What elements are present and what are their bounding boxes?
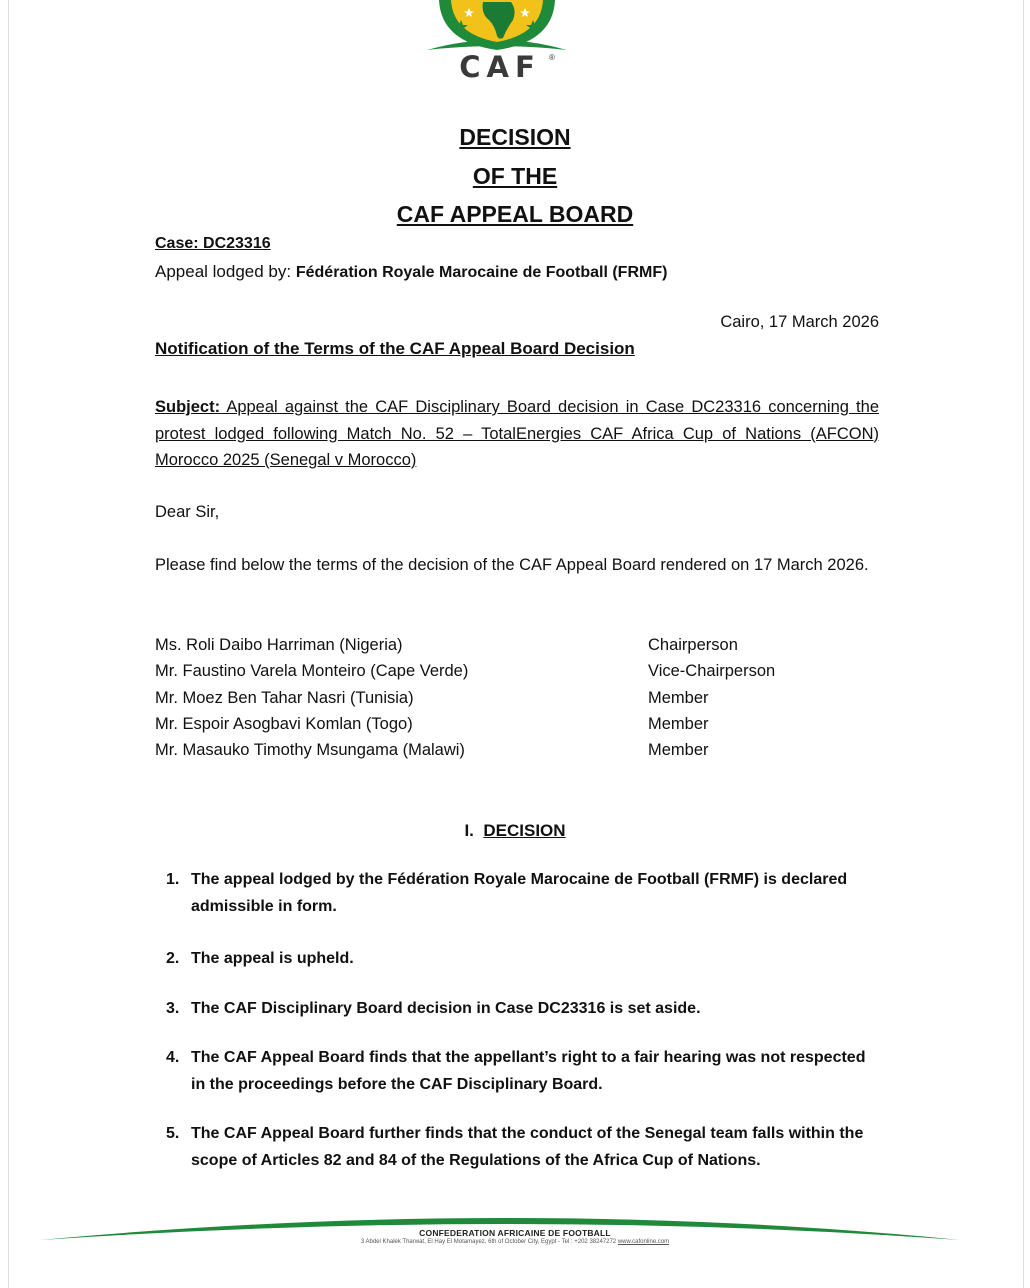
member-role: Vice-Chairperson	[648, 662, 776, 681]
case-number: Case: DC23316	[155, 235, 271, 252]
decision-item	[166, 1045, 879, 1098]
subject-paragraph	[155, 394, 879, 474]
member-role: Member	[648, 688, 709, 707]
decision-item	[166, 1121, 879, 1174]
caf-emblem-icon	[425, 0, 569, 55]
registered-mark: ®	[549, 53, 555, 62]
member-role: Member	[648, 714, 709, 733]
footer-address-text: 3 Abdel Khalek Tharwat, El Hay El Motamayez, 6th of October City, Egypt - Tel : +202 38247272	[360, 1239, 618, 1245]
section-number: I.	[464, 821, 474, 840]
board-members-list	[155, 632, 879, 763]
title-line-1: DECISION	[459, 124, 571, 150]
decision-item	[166, 946, 879, 973]
appeal-lodged-by	[155, 259, 667, 287]
member-name: Mr. Espoir Asogbavi Komlan (Togo)	[155, 714, 413, 733]
appeal-label: Appeal lodged by:	[155, 262, 296, 281]
subject-text: Appeal against the CAF Disciplinary Board decision in Case DC23316 concerning the protest lodged following Match No. 52 – TotalEnergies CAF Africa Cup of Nations (AFCON) Morocco 2025 (Senegal v Morocco)	[155, 398, 879, 469]
footer-org-name: CONFEDERATION AFRICAINE DE FOOTBALL	[419, 1228, 611, 1238]
decision-text: The appeal is upheld.	[191, 950, 354, 967]
subject-label: Subject:	[155, 398, 221, 416]
decision-number: 1.	[166, 871, 180, 888]
decision-number: 4.	[166, 1049, 180, 1066]
decision-number: 3.	[166, 1000, 180, 1017]
member-name: Ms. Roli Daibo Harriman (Nigeria)	[155, 636, 403, 654]
member-row	[155, 632, 879, 658]
member-role: Member	[648, 741, 709, 760]
decision-number: 2.	[166, 950, 180, 967]
member-name: Mr. Moez Ben Tahar Nasri (Tunisia)	[155, 688, 414, 707]
decision-item	[166, 867, 879, 920]
member-row	[155, 658, 879, 684]
section-heading	[0, 818, 1030, 845]
decision-text: The CAF Appeal Board further finds that the conduct of the Senegal team falls within the scope of Articles 82 and 84 of the Regulations of the Africa Cup of Nations.	[191, 1125, 864, 1169]
member-row	[155, 737, 879, 763]
decision-text: The CAF Disciplinary Board decision in Case DC23316 is set aside.	[191, 1000, 701, 1017]
intro-paragraph: Please find below the terms of the decision of the CAF Appeal Board rendered on 17 March 2026.	[155, 556, 869, 574]
member-row	[155, 685, 879, 711]
document-title	[0, 118, 1030, 234]
section-title: DECISION	[483, 821, 566, 840]
caf-logo	[425, 0, 569, 82]
decision-text: The CAF Appeal Board finds that the appellant’s right to a fair hearing was not respected in the proceedings before the CAF Disciplinary Board.	[191, 1049, 866, 1093]
decision-text: The appeal lodged by the Fédération Royale Marocaine de Football (FRMF) is declared admissible in form.	[191, 871, 848, 915]
footer-address	[0, 1239, 1030, 1245]
member-name: Mr. Masauko Timothy Msungama (Malawi)	[155, 741, 465, 760]
title-line-3: CAF APPEAL BOARD	[396, 201, 634, 227]
member-row	[155, 711, 879, 737]
title-line-2: OF THE	[472, 162, 558, 189]
member-role: Chairperson	[648, 636, 738, 654]
document-date: Cairo, 17 March 2026	[720, 313, 879, 331]
appellant-org: Fédération Royale Marocaine de Football (FRMF)	[295, 264, 668, 281]
member-name: Mr. Faustino Varela Monteiro (Cape Verde)	[155, 662, 469, 681]
decision-number: 5.	[166, 1125, 180, 1142]
caf-logo-text: CAF	[459, 50, 541, 84]
notification-heading: Notification of the Terms of the CAF Appeal Board Decision	[155, 339, 635, 358]
footer-website-link[interactable]: www.cafonline.com	[617, 1239, 670, 1245]
decision-item	[166, 996, 879, 1023]
salutation: Dear Sir,	[155, 503, 220, 521]
